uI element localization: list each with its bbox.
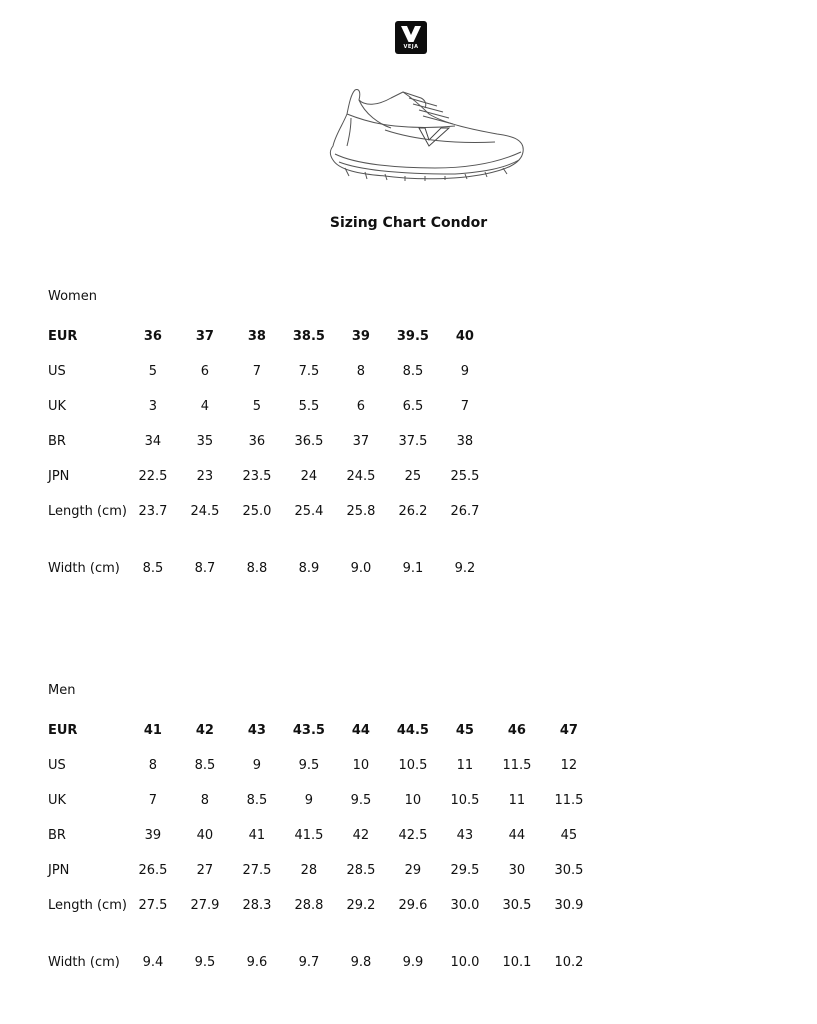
row-label: Width (cm) bbox=[48, 561, 120, 576]
size-cell: 8.8 bbox=[246, 561, 268, 576]
row-label: Length (cm) bbox=[48, 504, 127, 519]
size-cell: 43.5 bbox=[292, 723, 325, 738]
size-cell: 9.2 bbox=[454, 561, 476, 576]
size-cell: 29.5 bbox=[450, 863, 480, 878]
size-cell: 5 bbox=[252, 399, 262, 414]
row-label: JPN bbox=[48, 469, 70, 484]
size-cell: 8 bbox=[356, 364, 366, 379]
women-heading: Women bbox=[48, 289, 97, 304]
size-cell: 42 bbox=[195, 723, 214, 738]
size-cell: 6.5 bbox=[402, 399, 424, 414]
size-cell: 9.0 bbox=[350, 561, 372, 576]
size-cell: 9 bbox=[460, 364, 470, 379]
size-cell: 22.5 bbox=[138, 469, 168, 484]
size-cell: 10 bbox=[352, 758, 370, 773]
size-cell: 41 bbox=[143, 723, 162, 738]
size-cell: 10.1 bbox=[502, 955, 532, 970]
size-cell: 10.0 bbox=[450, 955, 480, 970]
women-row-eur bbox=[48, 326, 491, 361]
size-cell: 23 bbox=[196, 469, 214, 484]
size-cell: 46 bbox=[507, 723, 526, 738]
size-cell: 9 bbox=[304, 793, 314, 808]
size-cell: 8.7 bbox=[194, 561, 216, 576]
men-row-jpn bbox=[48, 860, 595, 895]
women-row-br bbox=[48, 431, 491, 466]
size-cell: 9.5 bbox=[350, 793, 372, 808]
men-row-uk bbox=[48, 790, 595, 825]
size-cell: 9.8 bbox=[350, 955, 372, 970]
men-heading: Men bbox=[48, 683, 76, 698]
size-cell: 39.5 bbox=[396, 329, 429, 344]
women-row-jpn bbox=[48, 466, 491, 501]
size-cell: 27.5 bbox=[242, 863, 272, 878]
size-cell: 7 bbox=[252, 364, 262, 379]
row-label: UK bbox=[48, 793, 67, 808]
size-cell: 23.7 bbox=[138, 504, 168, 519]
size-cell: 39 bbox=[144, 828, 162, 843]
size-cell: 9.7 bbox=[298, 955, 320, 970]
size-cell: 43 bbox=[456, 828, 474, 843]
size-cell: 30.9 bbox=[554, 898, 584, 913]
logo-wordmark: VEJA bbox=[403, 44, 419, 50]
size-cell: 26.5 bbox=[138, 863, 168, 878]
size-cell: 9.1 bbox=[402, 561, 424, 576]
size-cell: 3 bbox=[148, 399, 158, 414]
size-cell: 8 bbox=[148, 758, 158, 773]
row-label: EUR bbox=[48, 329, 78, 344]
size-cell: 28 bbox=[300, 863, 318, 878]
size-cell: 4 bbox=[200, 399, 210, 414]
size-cell: 30.5 bbox=[502, 898, 532, 913]
sneaker-illustration-icon bbox=[325, 84, 530, 184]
size-cell: 8.9 bbox=[298, 561, 320, 576]
size-cell: 7 bbox=[460, 399, 470, 414]
row-label: UK bbox=[48, 399, 67, 414]
size-cell: 29 bbox=[404, 863, 422, 878]
size-cell: 28.3 bbox=[242, 898, 272, 913]
row-label: EUR bbox=[48, 723, 78, 738]
men-row-eur bbox=[48, 720, 595, 755]
size-cell: 25.4 bbox=[294, 504, 324, 519]
size-cell: 11.5 bbox=[554, 793, 584, 808]
women-row-width bbox=[48, 558, 491, 615]
row-label: US bbox=[48, 364, 66, 379]
size-cell: 9.5 bbox=[194, 955, 216, 970]
size-cell: 28.8 bbox=[294, 898, 324, 913]
size-cell: 35 bbox=[196, 434, 214, 449]
size-cell: 27.5 bbox=[138, 898, 168, 913]
row-label: BR bbox=[48, 434, 66, 449]
size-cell: 44.5 bbox=[396, 723, 429, 738]
size-cell: 34 bbox=[144, 434, 162, 449]
size-cell: 27 bbox=[196, 863, 214, 878]
size-cell: 45 bbox=[560, 828, 578, 843]
size-cell: 38 bbox=[247, 329, 266, 344]
size-cell: 43 bbox=[247, 723, 266, 738]
size-cell: 37.5 bbox=[398, 434, 428, 449]
size-cell: 38.5 bbox=[292, 329, 325, 344]
size-cell: 7.5 bbox=[298, 364, 320, 379]
size-cell: 36 bbox=[248, 434, 266, 449]
size-cell: 8.5 bbox=[402, 364, 424, 379]
size-cell: 38 bbox=[456, 434, 474, 449]
size-cell: 8.5 bbox=[194, 758, 216, 773]
size-cell: 5.5 bbox=[298, 399, 320, 414]
women-row-uk bbox=[48, 396, 491, 431]
size-cell: 45 bbox=[455, 723, 474, 738]
size-cell: 9.5 bbox=[298, 758, 320, 773]
size-cell: 36.5 bbox=[294, 434, 324, 449]
size-cell: 10.5 bbox=[450, 793, 480, 808]
size-cell: 9.4 bbox=[142, 955, 164, 970]
size-cell: 9.9 bbox=[402, 955, 424, 970]
size-cell: 25 bbox=[404, 469, 422, 484]
chart-title: Sizing Chart Condor bbox=[329, 215, 488, 231]
row-label: US bbox=[48, 758, 66, 773]
size-cell: 29.2 bbox=[346, 898, 376, 913]
men-row-us bbox=[48, 755, 595, 790]
size-cell: 29.6 bbox=[398, 898, 428, 913]
size-cell: 7 bbox=[148, 793, 158, 808]
size-cell: 37 bbox=[352, 434, 370, 449]
size-cell: 12 bbox=[560, 758, 578, 773]
size-cell: 47 bbox=[559, 723, 578, 738]
size-cell: 30.5 bbox=[554, 863, 584, 878]
size-cell: 30 bbox=[508, 863, 526, 878]
size-cell: 41.5 bbox=[294, 828, 324, 843]
size-cell: 26.7 bbox=[450, 504, 480, 519]
size-cell: 37 bbox=[195, 329, 214, 344]
size-cell: 8 bbox=[200, 793, 210, 808]
size-cell: 10.2 bbox=[554, 955, 584, 970]
size-cell: 9 bbox=[252, 758, 262, 773]
size-cell: 5 bbox=[148, 364, 158, 379]
size-cell: 42.5 bbox=[398, 828, 428, 843]
size-cell: 8.5 bbox=[142, 561, 164, 576]
size-cell: 8.5 bbox=[246, 793, 268, 808]
size-cell: 36 bbox=[143, 329, 162, 344]
size-cell: 10 bbox=[404, 793, 422, 808]
row-label: JPN bbox=[48, 863, 70, 878]
women-row-us bbox=[48, 361, 491, 396]
size-cell: 23.5 bbox=[242, 469, 272, 484]
size-cell: 24 bbox=[300, 469, 318, 484]
size-cell: 44 bbox=[351, 723, 370, 738]
size-cell: 42 bbox=[352, 828, 370, 843]
size-cell: 10.5 bbox=[398, 758, 428, 773]
size-cell: 25.5 bbox=[450, 469, 480, 484]
women-size-table bbox=[48, 326, 491, 615]
men-row-length bbox=[48, 895, 595, 952]
size-cell: 24.5 bbox=[190, 504, 220, 519]
size-cell: 39 bbox=[351, 329, 370, 344]
men-row-br bbox=[48, 825, 595, 860]
size-cell: 25.8 bbox=[346, 504, 376, 519]
size-cell: 11 bbox=[456, 758, 474, 773]
size-cell: 6 bbox=[200, 364, 210, 379]
veja-logo bbox=[395, 21, 427, 54]
men-row-width bbox=[48, 952, 595, 1009]
size-cell: 9.6 bbox=[246, 955, 268, 970]
size-cell: 40 bbox=[196, 828, 214, 843]
women-row-length bbox=[48, 501, 491, 558]
size-cell: 40 bbox=[455, 329, 474, 344]
size-cell: 44 bbox=[508, 828, 526, 843]
size-cell: 24.5 bbox=[346, 469, 376, 484]
size-cell: 25.0 bbox=[242, 504, 272, 519]
row-label: Length (cm) bbox=[48, 898, 127, 913]
row-label: Width (cm) bbox=[48, 955, 120, 970]
size-cell: 30.0 bbox=[450, 898, 480, 913]
size-cell: 6 bbox=[356, 399, 366, 414]
size-cell: 41 bbox=[248, 828, 266, 843]
row-label: BR bbox=[48, 828, 66, 843]
size-cell: 27.9 bbox=[190, 898, 220, 913]
size-cell: 11 bbox=[508, 793, 526, 808]
size-cell: 11.5 bbox=[502, 758, 532, 773]
size-cell: 28.5 bbox=[346, 863, 376, 878]
men-size-table bbox=[48, 720, 595, 1009]
size-cell: 26.2 bbox=[398, 504, 428, 519]
